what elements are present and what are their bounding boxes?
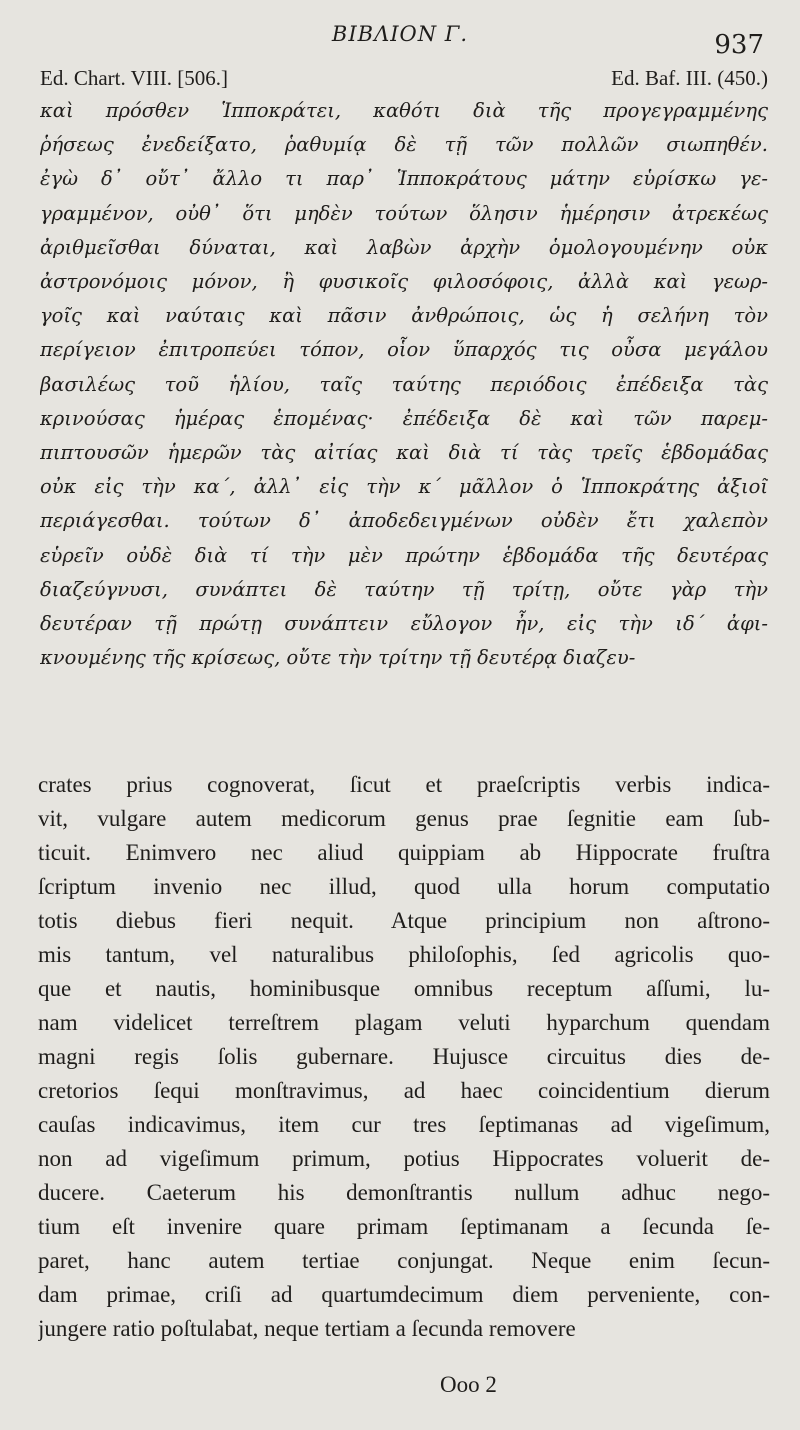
greek-text-line: διαζεύγνυσι, συνάπτει δὲ ταύτην τῇ τρίτῃ, οὔτε γὰρ τὴν	[40, 577, 768, 601]
greek-text-line: βασιλέως τοῦ ἡλίου, ταῖς ταύτης περιόδοις ἐπέδειξα τὰς	[40, 372, 768, 396]
greek-text-line: οὐκ εἰς τὴν κα΄, ἀλλ᾽ εἰς τὴν κ΄ μᾶλλον ὁ Ἱπποκράτης ἀξιοῖ	[40, 475, 768, 499]
latin-text-line: cretorios ſequi monſtravimus, ad haec coincidentium dierum	[38, 1078, 770, 1103]
edition-reference-line	[40, 66, 768, 92]
greek-text-line: καὶ πρόσθεν Ἱπποκράτει, καθότι διὰ τῆς προγεγραμμένης	[40, 99, 768, 122]
greek-text-line: ἀστρονόμοις μόνον, ἢ φυσικοῖς φιλοσόφοις, ἀλλὰ καὶ γεωρ-	[40, 270, 768, 294]
latin-text-line: jungere ratio poſtulabat, neque tertiam a ſecunda removere	[38, 1316, 576, 1341]
greek-text-line: ῥήσεως ἐνεδείξατο, ῥαθυμίᾳ δὲ τῇ τῶν πολλῶν σιωπηθέν.	[40, 133, 768, 157]
greek-text-line: κρινούσας ἡμέρας ἑπομένας· ἐπέδειξα δὲ καὶ τῶν παρεμ-	[40, 406, 768, 430]
latin-text-line: ducere. Caeterum his demonſtrantis nullum adhuc nego-	[38, 1180, 770, 1205]
latin-text-line: vit, vulgare autem medicorum genus prae ſegnitie eam ſub-	[38, 806, 770, 831]
greek-text-line: περίγειον ἐπιτροπεύει τόπον, οἷον ὕπαρχός τις οὖσα μεγάλου	[40, 338, 768, 362]
latin-text-line: mis tantum, vel naturalibus philoſophis, ſed agricolis quo-	[38, 942, 770, 967]
greek-text-line: ἀριθμεῖσθαι δύναται, καὶ λαβὼν ἀρχὴν ὁμολογουμένην οὐκ	[40, 235, 768, 259]
latin-text-line: totis diebus fieri nequit. Atque principium non aſtrono-	[38, 908, 770, 933]
greek-text-line: δευτέραν τῇ πρώτῃ συνάπτειν εὔλογον ἦν, εἰς τὴν ιδ΄ ἀφι-	[40, 612, 768, 636]
latin-text-line: nam videlicet terreſtrem plagam veluti hyparchum quendam	[38, 1010, 770, 1035]
running-title: BIBΛIΟΝ Γ.	[331, 22, 469, 46]
greek-text-line: πιπτουσῶν ἡμερῶν τὰς αἰτίας καὶ διὰ τί τὰς τρεῖς ἑβδομάδας	[40, 441, 768, 465]
latin-text-line: crates prius cognoverat, ſicut et praeſcriptis verbis indica-	[38, 772, 770, 797]
latin-text-line: magni regis ſolis gubernare. Hujusce circuitus dies de-	[38, 1044, 770, 1069]
latin-text-line: ticuit. Enimvero nec aliud quippiam ab Hippocrate fruſtra	[38, 840, 770, 865]
latin-text-line: non ad vigeſimum primum, potius Hippocrates voluerit de-	[38, 1146, 770, 1171]
latin-text-line: ſcriptum invenio nec illud, quod ulla horum computatio	[38, 874, 770, 899]
greek-text-block	[40, 94, 768, 675]
latin-text-line: tium eſt invenire quare primam ſeptimanam a ſecunda ſe-	[38, 1214, 770, 1239]
greek-text-line: εὑρεῖν οὐδὲ διὰ τί τὴν μὲν πρώτην ἑβδομάδα τῆς δευτέρας	[40, 543, 768, 567]
latin-text-line: dam primae, criſi ad quartumdecimum diem perveniente, con-	[38, 1282, 770, 1307]
latin-text-line: que et nautis, hominibusque omnibus receptum aſſumi, lu-	[38, 976, 770, 1001]
signature-mark: Ooo 2	[440, 1372, 497, 1397]
greek-text-line: ἐγὼ δ᾽ οὔτ᾽ ἄλλο τι παρ᾽ Ἱπποκράτους μάτην εὑρίσκω γε-	[40, 167, 768, 191]
greek-text-line: γοῖς καὶ ναύταις καὶ πᾶσιν ἀνθρώποις, ὡς ἡ σελήνη τὸν	[40, 304, 768, 328]
latin-text-line: paret, hanc autem tertiae conjungat. Neque enim ſecun-	[38, 1248, 770, 1273]
page-number: 937	[714, 30, 764, 60]
greek-text-line: γραμμένον, οὐθ᾽ ὅτι μηδὲν τούτων ὅλησιν ἡμέρησιν ἀτρεκέως	[40, 201, 768, 225]
greek-text-line: περιάγεσθαι. τούτων δ᾽ ἀποδεδειγμένων οὐδὲν ἔτι χαλεπὸν	[40, 509, 768, 533]
page-header	[0, 22, 800, 60]
edition-basel-reference: Ed. Baf. III. (450.)	[611, 66, 768, 90]
latin-text-block	[38, 768, 770, 1346]
latin-text-line: cauſas indicavimus, item cur tres ſeptimanas ad vigeſimum,	[38, 1112, 770, 1137]
greek-text-line: κνουμένης τῆς κρίσεως, οὔτε τὴν τρίτην τῇ δευτέρᾳ διαζευ-	[40, 646, 636, 670]
edition-chartier-reference: Ed. Chart. VIII. [506.]	[40, 66, 228, 90]
